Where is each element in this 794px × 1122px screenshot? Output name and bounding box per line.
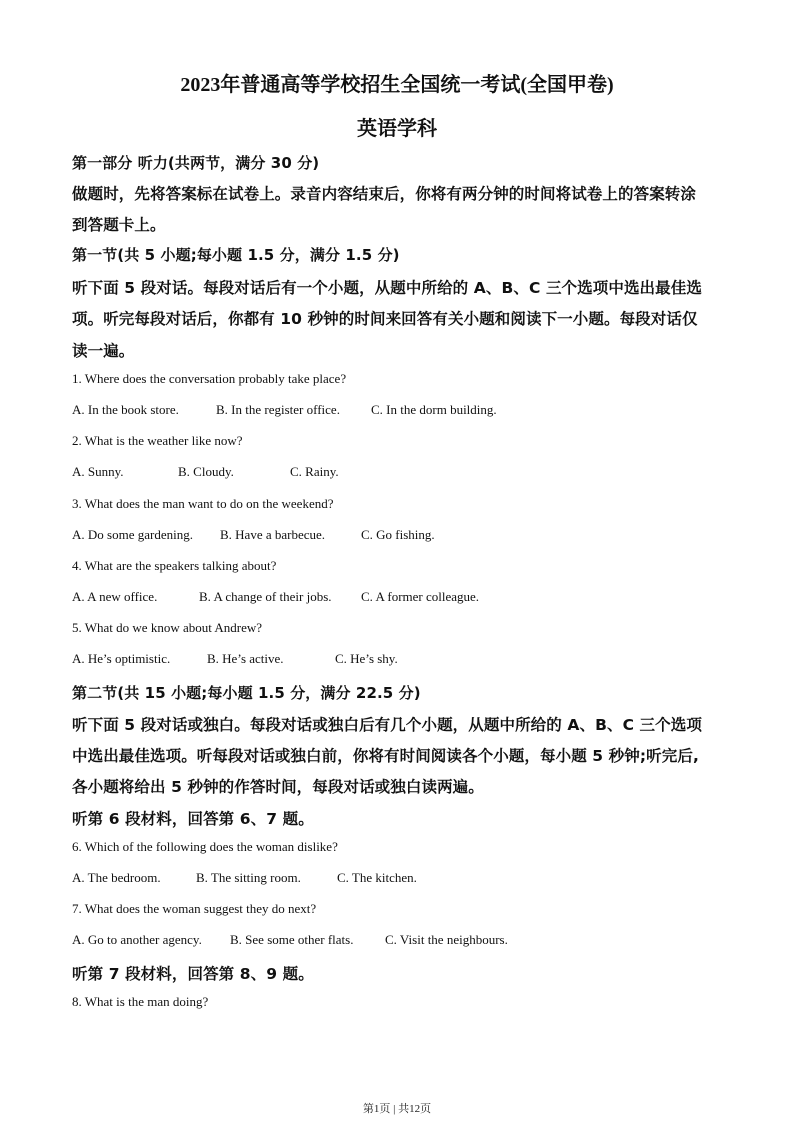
question-7-option-c: C. Visit the neighbours. [385,932,508,947]
part1-intro-line-1: 做题时，先将答案标在试卷上。录音内容结束后，你将有两分钟的时间将试卷上的答案转涂 [72,185,697,203]
question-2-option-c: C. Rainy. [290,464,339,479]
question-5: 5. What do we know about Andrew? [72,620,263,635]
question-8: 8. What is the man doing? [72,994,209,1009]
part1-heading: 第一部分 听力(共两节，满分 30 分) [72,154,320,172]
section1-instruction-line-2: 项。听完每段对话后，你都有 10 秒钟的时间来回答有关小题和阅读下一小题。每段对话仅 [72,310,698,328]
section2-instruction-line-3: 各小题将给出 5 秒钟的作答时间，每段对话或独白读两遍。 [72,778,484,796]
question-1: 1. Where does the conversation probably take place? [72,371,347,386]
section2-instruction-line-2: 中选出最佳选项。听每段对话或独白前，你将有时间阅读各个小题，每小题 5 秒钟;听完后, [72,747,699,765]
section1-instruction-line-1: 听下面 5 段对话。每段对话后有一个小题，从题中所给的 A、B、C 三个选项中选出最佳选 [72,279,702,297]
question-6-option-a: A. The bedroom. [72,870,161,885]
question-4-option-b: B. A change of their jobs. [199,589,332,604]
question-3-option-c: C. Go fishing. [361,527,435,542]
question-4-option-c: C. A former colleague. [361,589,480,604]
question-6-option-c: C. The kitchen. [337,870,417,885]
section1-heading: 第一节(共 5 小题;每小题 1.5 分，满分 1.5 分) [72,246,400,264]
question-7-option-b: B. See some other flats. [230,932,354,947]
subject-title: 英语学科 [357,118,437,140]
section2-heading: 第二节(共 15 小题;每小题 1.5 分，满分 22.5 分) [72,684,421,702]
question-1-option-c: C. In the dorm building. [371,402,497,417]
exam-title: 2023年普通高等学校招生全国统一考试(全国甲卷) [180,74,614,96]
question-3-option-a: A. Do some gardening. [72,527,193,542]
question-1-option-a: A. In the book store. [72,402,179,417]
question-6: 6. Which of the following does the woman dislike? [72,839,338,854]
material-7-heading: 听第 7 段材料，回答第 8、9 题。 [72,965,314,983]
material-6-heading: 听第 6 段材料，回答第 6、7 题。 [72,810,314,828]
question-7: 7. What does the woman suggest they do next? [72,901,317,916]
part1-intro-line-2: 到答题卡上。 [72,216,166,234]
question-2: 2. What is the weather like now? [72,433,243,448]
question-3: 3. What does the man want to do on the weekend? [72,496,334,511]
page-footer: 第1页 | 共12页 [362,1103,432,1115]
section2-instruction-line-1: 听下面 5 段对话或独白。每段对话或独白后有几个小题，从题中所给的 A、B、C 三个选项 [72,716,702,734]
section1-instruction-line-3: 读一遍。 [72,342,135,360]
question-5-option-b: B. He’s active. [207,651,284,666]
question-2-option-b: B. Cloudy. [178,464,234,479]
question-1-option-b: B. In the register office. [216,402,340,417]
question-2-option-a: A. Sunny. [72,464,124,479]
question-7-option-a: A. Go to another agency. [72,932,202,947]
question-3-option-b: B. Have a barbecue. [220,527,326,542]
question-4-option-a: A. A new office. [72,589,158,604]
question-6-option-b: B. The sitting room. [196,870,301,885]
question-4: 4. What are the speakers talking about? [72,558,277,573]
question-5-option-a: A. He’s optimistic. [72,651,171,666]
question-5-option-c: C. He’s shy. [335,651,398,666]
